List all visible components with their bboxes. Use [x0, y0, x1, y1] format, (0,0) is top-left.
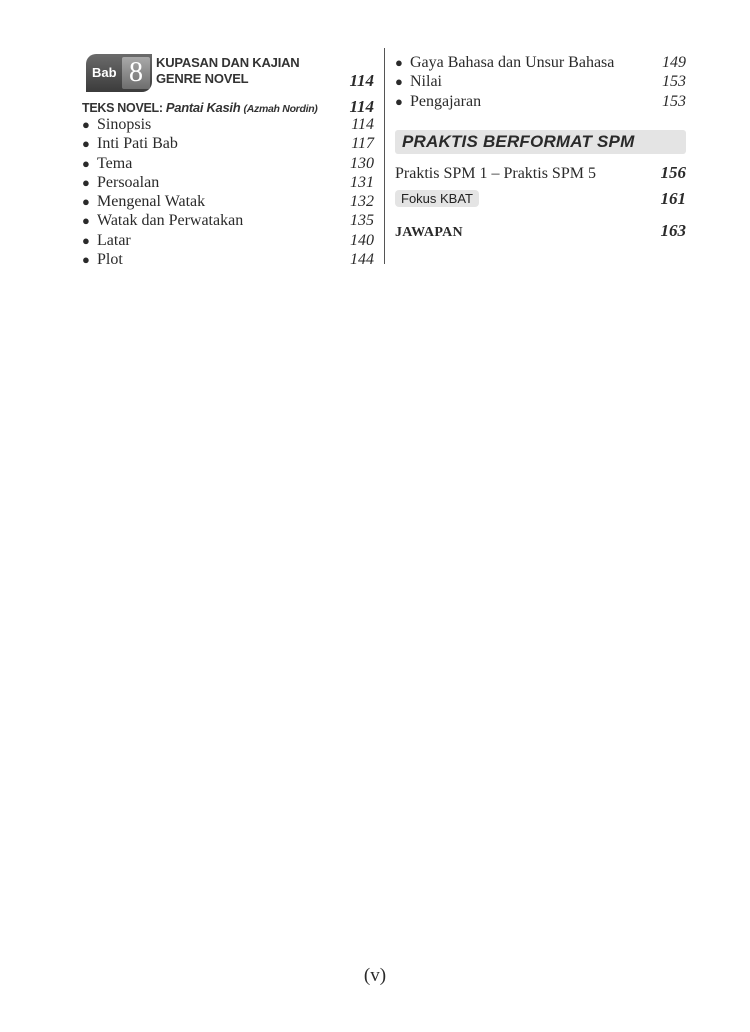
toc-entry [82, 174, 374, 193]
toc-entry [82, 116, 374, 135]
toc-entry [395, 73, 686, 92]
toc-entry [82, 212, 374, 231]
toc-entry-label: Gaya Bahasa dan Unsur Bahasa [410, 54, 615, 71]
toc-entry-page: 135 [350, 212, 374, 230]
right-topic-list [395, 54, 686, 112]
practice-entry [395, 163, 686, 183]
toc-entry-label: Watak dan Perwatakan [97, 212, 244, 230]
toc-entry [82, 193, 374, 212]
toc-entry [82, 155, 374, 174]
toc-entry-page: 153 [662, 92, 686, 110]
section-title: PRAKTIS BERFORMAT SPM [395, 130, 686, 154]
bullet-icon: ● [395, 93, 403, 109]
practice-label: Praktis SPM 1 – Praktis SPM 5 [395, 164, 596, 182]
toc-entry-label: Pengajaran [410, 92, 482, 110]
chapter-page: 114 [349, 71, 374, 90]
chapter-header [82, 54, 374, 94]
bullet-icon: ● [82, 252, 90, 268]
chapter-title: KUPASAN DAN KAJIAN GENRE NOVEL [156, 55, 300, 86]
toc-entry-label: Latar [97, 231, 131, 249]
novel-text-prefix: TEKS NOVEL: [82, 101, 163, 115]
practice-page: 156 [660, 162, 686, 182]
toc-entry-page: 131 [350, 173, 374, 191]
toc-entry [395, 54, 686, 73]
left-topic-list [82, 116, 374, 270]
toc-entry-label: Sinopsis [97, 116, 152, 133]
bullet-icon: ● [395, 74, 403, 90]
novel-text-label [82, 100, 318, 115]
novel-author: (Azmah Nordin) [243, 103, 318, 115]
answers-label: JAWAPAN [395, 224, 463, 240]
toc-entry-page: 117 [351, 135, 374, 153]
bullet-icon: ● [395, 55, 403, 70]
toc-right-column [395, 54, 686, 241]
toc-entry-page: 149 [662, 54, 686, 71]
bullet-icon: ● [82, 155, 90, 171]
bullet-icon: ● [82, 136, 90, 152]
novel-text-page: 114 [349, 97, 374, 116]
fokus-label: Fokus KBAT [395, 190, 479, 207]
toc-entry-label: Nilai [410, 73, 442, 91]
toc-entry-page: 144 [350, 251, 374, 269]
bullet-icon: ● [82, 194, 90, 210]
toc-entry-page: 114 [351, 116, 374, 133]
toc-entry-label: Plot [97, 251, 123, 269]
answers-entry [395, 221, 686, 241]
column-divider [384, 48, 385, 264]
fokus-entry [395, 189, 686, 209]
toc-entry-page: 153 [662, 73, 686, 91]
novel-text-entry [82, 97, 374, 116]
bullet-icon: ● [82, 174, 90, 190]
toc-entry [82, 135, 374, 154]
answers-page: 163 [660, 220, 686, 240]
toc-entry-page: 130 [350, 154, 374, 172]
fokus-page: 161 [660, 188, 686, 208]
bullet-icon: ● [82, 117, 90, 132]
toc-entry-label: Tema [97, 154, 133, 172]
chapter-badge-label: Bab [92, 65, 117, 80]
chapter-badge [86, 54, 152, 92]
bullet-icon: ● [82, 232, 90, 248]
toc-entry [82, 251, 374, 270]
toc-entry [82, 232, 374, 251]
toc-entry-page: 140 [350, 231, 374, 249]
page-number: (v) [363, 965, 387, 986]
bullet-icon: ● [82, 213, 90, 229]
chapter-number: 8 [122, 57, 150, 89]
novel-title: Pantai Kasih [165, 100, 241, 115]
toc-entry-label: Persoalan [97, 173, 160, 191]
toc-left-column [82, 54, 374, 270]
toc-entry-label: Mengenal Watak [97, 193, 206, 211]
toc-entry-page: 132 [350, 193, 374, 211]
toc-entry-label: Inti Pati Bab [97, 135, 178, 153]
toc-entry [395, 93, 686, 112]
